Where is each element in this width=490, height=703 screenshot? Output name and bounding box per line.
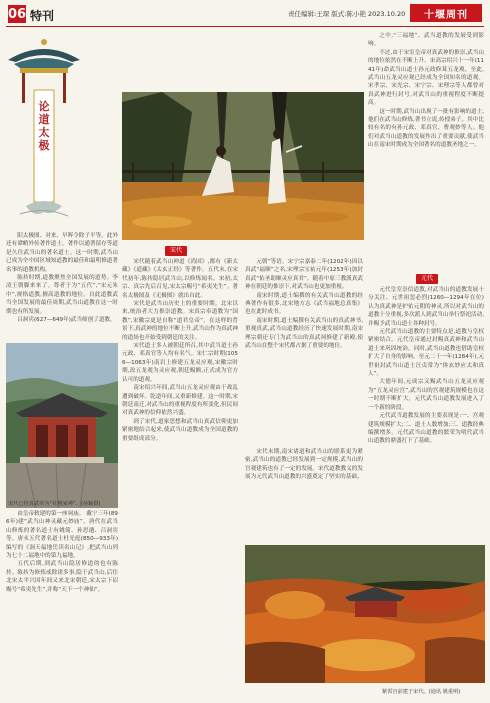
editor-line: 责任编辑:王琛 版式:陈小艳 2023.10.20 (288, 10, 406, 18)
article-column-3-bottom (245, 448, 363, 542)
paragraph: 南宋绍兴年间,武当山五龙灵应观由于战乱遭到破坏。乾道年间,又重新修建。这一时期,宋朝廷南迁,对武当山的重视程度有所变化,但民间对真武神的信仰依然兴盛。 (122, 385, 238, 417)
section-label: 特刊 (30, 9, 55, 23)
article-column-1-top (6, 232, 118, 340)
paragraph: 吕洞宾(627—649年)武当师创了道教。 (17, 317, 116, 324)
section-head-yuan: 元代 (416, 274, 438, 284)
paragraph: 宋代是武当山历史上的重要时期。北宋以来,统治者大力推崇道教。宋真宗奉道教为“国教”,宋徽宗更是自称“道君皇帝”。在这样的背景下,真武神的地位不断上升,武当山作为真武神的道场也开始受到朝廷的关注。 (122, 301, 238, 341)
paragraph: 陈抟时期,道教聚焦全国发展的道势。李凌王朝脚来来了。尊者于为“五代”,“宋元朱中”,规格道教,擅高道教的地位。自此道教武当全国发展的最佳周期,武当山道教在这一时期也有所发展。 (6, 275, 118, 315)
tai-chi-photo (122, 92, 364, 240)
paragraph: 五代后期,到武当山隐居修道的也有陈抟。陈抟为修炼戒除诸多事,隐于武当山,后往北宋太平兴国年间又来北宋朝廷,宋太宗下诏赐号“希夷先生”,并称“天下一个神仙”。 (6, 561, 118, 593)
article-column-4-top (368, 32, 484, 258)
paragraph: 宋代随着武当山神道《尚国》,都有《新太藏》《道藏》《太玄正经》等著作。五代末,在宋代初年,陈抟隐居武当山,以修炼闻名。宋初,太宗、真宗先后召见,宋太宗赐号“希夷先生”。著名太极图及《无极图》就出自此。 (122, 259, 238, 299)
paragraph: 不过,由于宋室皇帝对真武神的推崇,武当山的地位依然在不断上升。宋高宗绍兴十一年(1141年)命武当山道士孙元政修葺五龙观。至此,武当山五龙灵应观已经成为全国知名的道观。宋孝宗、宋光宗、宋宁宗、宋理宗等人都曾对真武神进行封号,对武当山的重视程度不断提高。 (368, 49, 484, 107)
paragraph: 元代皇室崇信道教,对武当山的道教发展十分关注。元世祖忽必烈(1260—1294年在位)认为真武神是护佑元朝的神灵,所以对武当山的道教十分重视,多次派人到武当山举行祭祀活动,并赐予武当山道士各种封号。 (368, 287, 484, 327)
paragraph: 之中,“三福地”。武当道教的发展受到影响。 (368, 33, 484, 48)
article-column-2 (122, 258, 238, 695)
column-title-char: 道 (38, 113, 50, 126)
paragraph: 大德年间,元成宗又赐武当山五龙灵应观为“五龙灵应宫”,武当山的宫观建筑规模也在这一时期不断扩大。元代武当山道教发展进入了一个新的阶段。 (368, 379, 484, 411)
column-title-char: 极 (38, 139, 50, 152)
paper-name-logo: 十堰周刊 (410, 4, 482, 22)
section-head-song: 宋代 (165, 246, 187, 256)
column-title-char: 论 (38, 100, 50, 113)
paragraph: 南宋时期,道士编撰有关武当山的真武神书,重视真武,武当山道教经历了快速发展时期,南宋理宗朝还专门为武当山的真武祠修建了新殿,使武当山在整个宋代都占据了重要的地位。 (245, 317, 363, 350)
paragraph: 到了宋代,道家思想和武当山真武信仰更加紧密地结合起来,使武当山道教成为全国道教的重要组成部分。 (122, 418, 238, 442)
article-column-3-top (245, 258, 363, 440)
paragraph: 元代武当山道教的主要特点是,道教与皇权紧密结合。元代皇帝通过封赐真武神和武当山道士来巩固统治。同时,武当山道教也借助皇权扩大了自身的影响。至元二十一年(1284年),元世祖封武当山道士汪贞常为“体玄妙应太和真人”。 (368, 329, 484, 378)
paragraph: 元朝”等语。宋宁宗嘉泰二年(1202年)因以真武“福顺”之名,宋理宗宝祐元年(1253年)加封真武“佑圣助顺灵应真君”。随着中原三教派真武神在朝廷的推崇下,对武当山也更加重视。 (245, 259, 363, 291)
paragraph: 宋代道士多人被朝廷所召,其中武当道士孙元政、邓真官等人均有名气。宋仁宗时期(1056—1063年)南岩上修建五龙灵应观,宋徽宗时期,改五龙观为灵应观,朝廷赐额,正式成为官方认可的道观。 (122, 343, 238, 383)
paragraph: 这一时期,武当山出现了一批有影响的道士,他们在武当山修炼,著书立说,传授弟子。其中比较有名的有孙元政、邓真官、曹观妙等人。他们对武当山道教的发展作出了重要贡献,使武当山在南宋时期成为全国著名的道教圣地之一。 (368, 108, 484, 149)
article-column-4-bottom (368, 286, 484, 544)
column-title-char: 太 (38, 126, 50, 139)
page-header (0, 0, 490, 26)
autumn-palace-photo (245, 545, 485, 683)
header-rule (6, 26, 484, 27)
photo-caption-bottom: 紫霄宫前建于宋代。(通讯 姚重明) (382, 689, 461, 695)
photo-caption-left: 宋代已经真武奉为“社稷家神”。(孙颖摄) (8, 501, 101, 507)
paragraph: 宋代末期,南宋诸道和武当山的联系更为紧密,武当山的道教已经发展到一定规模,武当山的宫观建筑也有了一定的发展。宋代道教教义的发展为元代武当山道教的兴盛奠定了坚实的基础。 (245, 449, 363, 481)
paragraph: 由皇帝敕建的第一座祠庙。 戴宁三年(896年)建“武当山神灵藏元妙庙”。唐代在武当山修炼的著名道士有姚简、孙思邈、吕洞宾等。唐末五代著名道士杜光庭(850—933年)编写的《洞天福地岳渎名山记》,把武当山列为七十二福地中的第九福地。 (6, 511, 118, 560)
paragraph: 阳太极图、对来、早晖令除子平等。此外还有谭峭外传著作道士。著作以通著留存等道是久住武当山的著名道士。这一时期,武当山已成为全中国区域知道教的最佳和最明修道著名事的道教机构。 (6, 233, 118, 273)
article-column-1-bottom (6, 510, 118, 695)
temple-photo (6, 343, 118, 508)
paragraph: 元代武当道教发展的主要表现是:一、宫观建筑规模扩大;二、道士人数增加;三、道教经典编撰增多。元代武当山道教的繁荣为明代武当山道教的鼎盛打下了基础。 (368, 413, 484, 445)
page-number: 06 (7, 6, 27, 22)
column-title (37, 100, 51, 152)
paragraph: 南宋时期,道士编撰的有关武当山道教的经典著作有很多,北宋地方志《武当福地总真集》也在此时成书。 (245, 292, 363, 316)
column-banner (6, 30, 82, 230)
